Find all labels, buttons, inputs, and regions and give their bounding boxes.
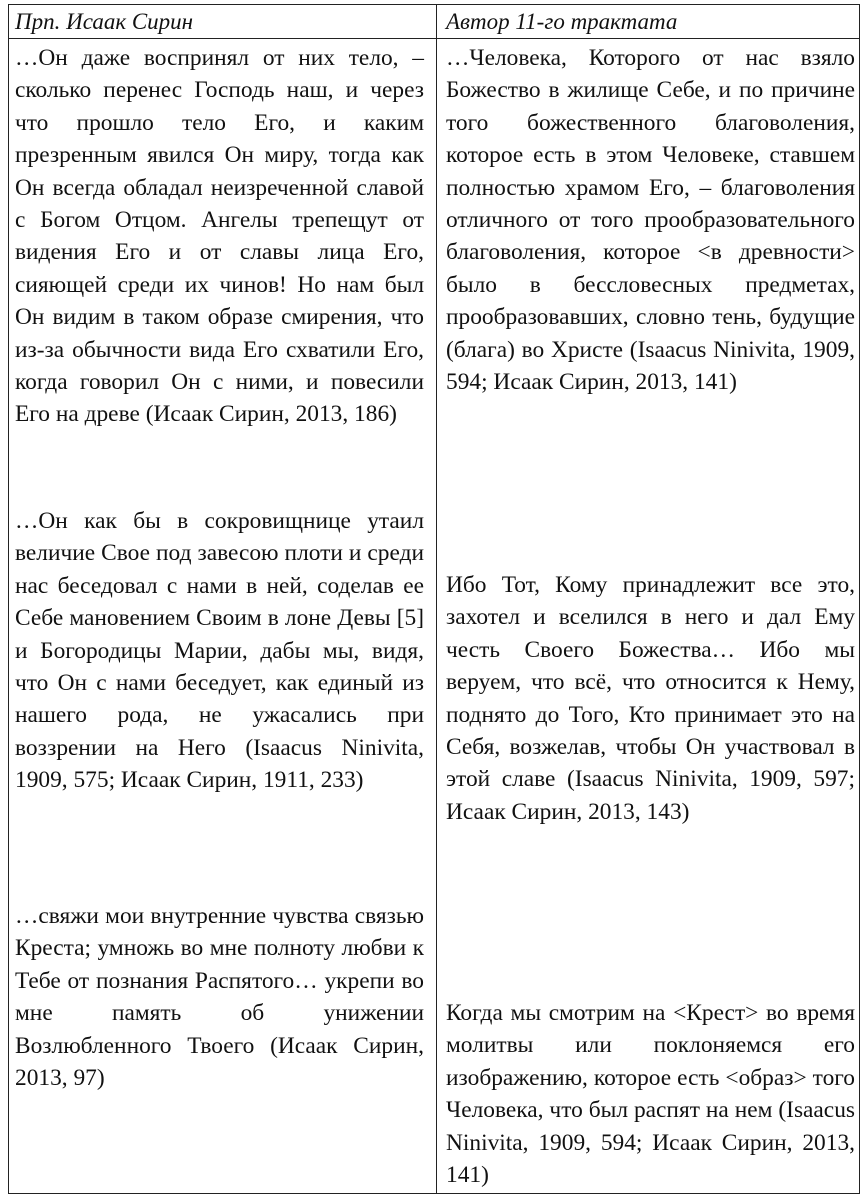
quote-text: Ибо Тот, Кому принадлежит все это, захотел и вселился в него и дал Ему честь Своего Божества… Ибо мы веруем, что всё, что относится к Нему, поднято до Того, Кто принимает это на Себя, возжелав, чтобы Он участвовал в этой славе (Isaacus Ninivita, 1909, 597; Исаак Сирин, 2013, 143): [446, 572, 855, 825]
header-left: Прп. Исаак Сирин: [15, 9, 194, 34]
header-divider: [9, 38, 859, 39]
quote-text: …свяжи мои внутренние чувства связью Креста; умножь во мне полноту любви к Тебе от познания Распятого… укрепи во мне память об унижении Возлюбленного Твоего (Исаак Сирин, 2013, 97): [15, 903, 424, 1092]
cell-row2-right: [446, 569, 855, 828]
cell-row3-right: [446, 997, 855, 1191]
cell-row3-left: [15, 900, 424, 1094]
cell-row2-left: [15, 505, 424, 797]
comparison-table: [8, 4, 860, 1194]
quote-text: Когда мы смотрим на <Крест> во время молитвы или поклоняемся его изображению, которое есть <образ> того Человека, что был распят на нем (Isaacus Ninivita, 1909, 594; Исаак Сирин, 2013, 141): [446, 1000, 855, 1189]
quote-text: …Человека, Которого от нас взяло Божество в жилище Себе, и по причине того божественного благоволения, которое есть в этом Человеке, ставшем полностью храмом Его, – благоволения отличного от того прообразовательного благоволения, которое <в древности> было в бессловесных предметах, прообразовавших, словно тень, будущие (блага) во Христе (Isaacus Ninivita, 1909, 594; Исаак Сирин, 2013, 141): [446, 45, 855, 396]
cell-row1-right: [446, 42, 855, 398]
quote-text: …Он как бы в сокровищнице утаил величие Свое под завесою плоти и среди нас беседовал с нами в ней, соделав ее Себе мановением Своим в лоне Девы [5] и Богородицы Марии, дабы мы, видя, что Он с нами беседует, как единый из нашего рода, не ужасались при воззрении на Него (Isaacus Ninivita, 1909, 575; Исаак Сирин, 1911, 233): [15, 508, 424, 794]
quote-text: …Он даже воспринял от них тело, – сколько перенес Господь наш, и через что прошло тело Его, и каким презренным явился Он миру, тогда как Он всегда обладал неизреченной славой с Богом Отцом. Ангелы трепещут от видения Его и от славы лица Его, сияющей среди их чинов! Но нам был Он видим в таком образе смирения, что из-за обычности вида Его схватили Его, когда говорил Он с ними, и повесили Его на древе (Исаак Сирин, 2013, 186): [15, 45, 424, 428]
header-right: Автор 11-го трактата: [446, 9, 678, 34]
cell-row1-left: [15, 42, 424, 431]
column-divider: [436, 5, 437, 1193]
